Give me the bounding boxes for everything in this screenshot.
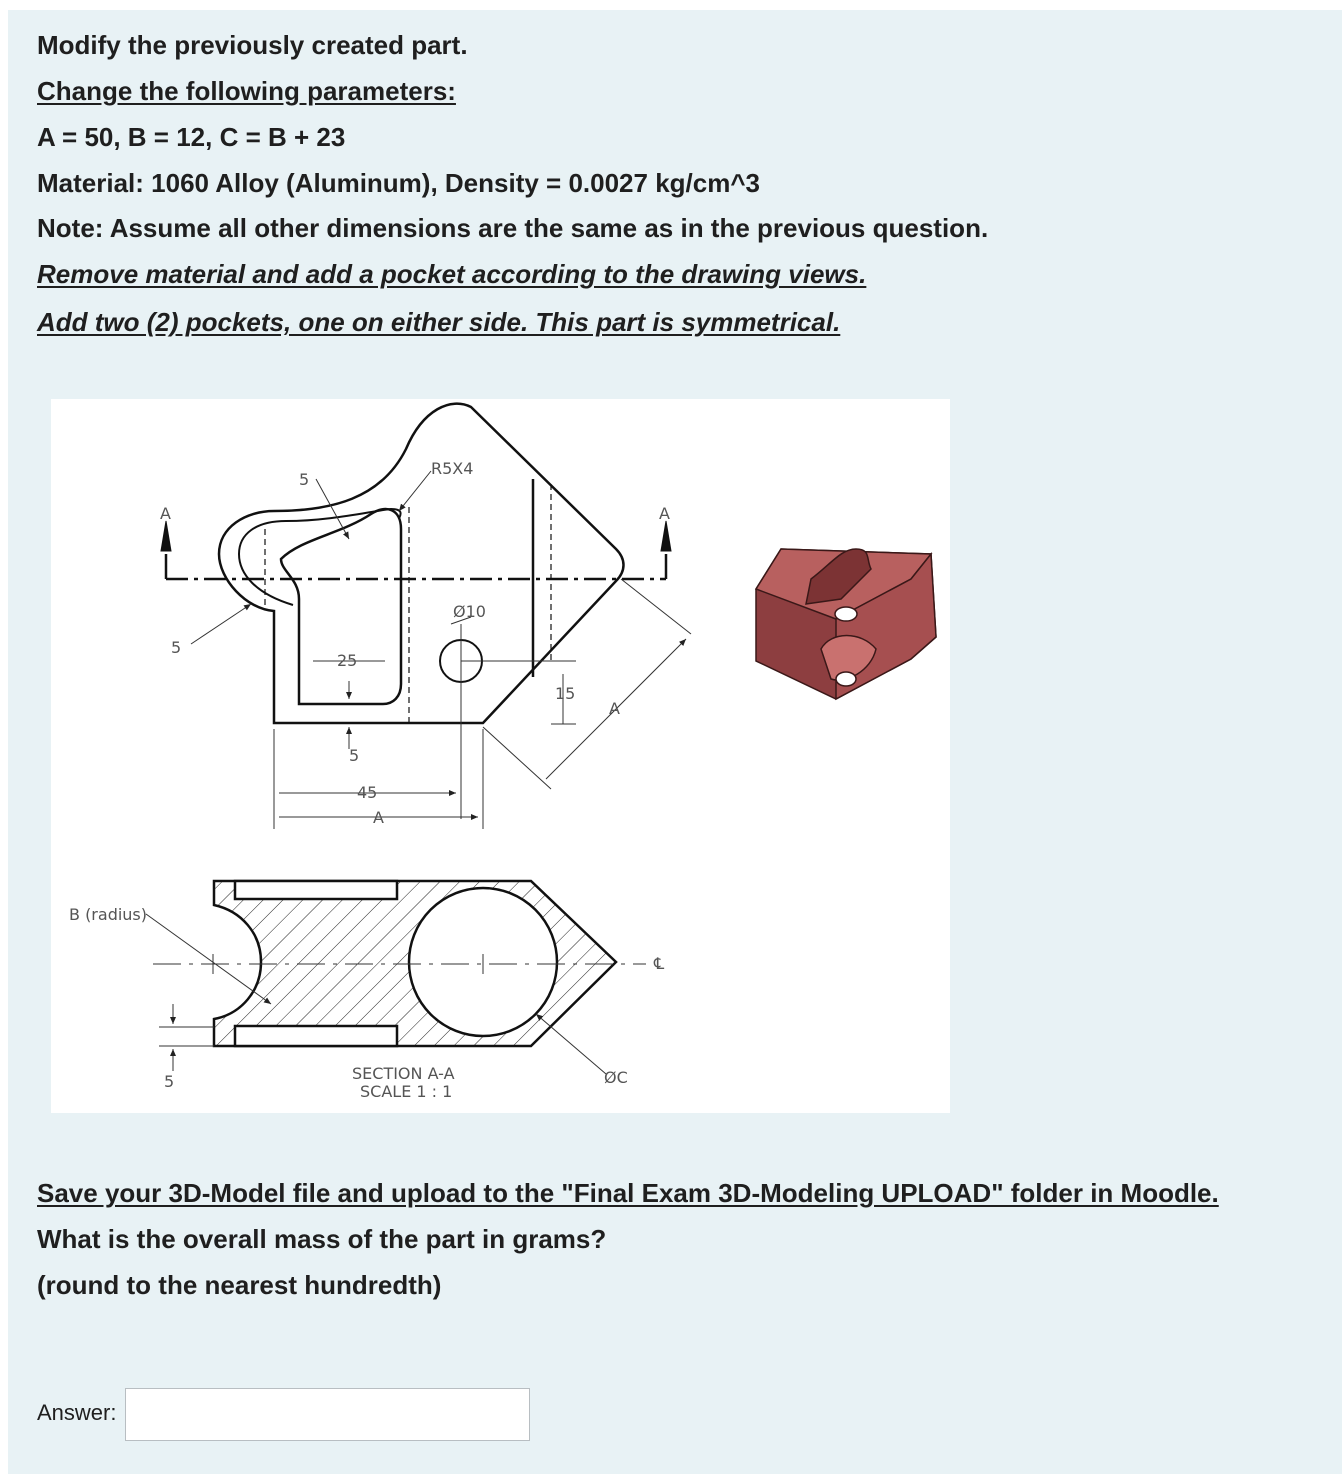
material-text: Material: 1060 Alloy (Aluminum), Density = 0.0027 kg/cm^3	[37, 168, 760, 198]
pockets-instruction: Add two (2) pockets, one on either side. This part is symmetrical.	[37, 307, 841, 337]
dim-5-section: 5	[164, 1072, 175, 1091]
section-title: SECTION A-A	[352, 1064, 455, 1083]
part-3d-render	[756, 549, 936, 699]
dim-5-top: 5	[299, 470, 310, 489]
dim-r5x4: R5X4	[431, 459, 474, 478]
dim-5-left: 5	[171, 638, 182, 657]
pocket-outline	[281, 509, 401, 704]
section-scale: SCALE 1 : 1	[360, 1082, 453, 1101]
save-instruction: Save your 3D-Model file and upload to the "Final Exam 3D-Modeling UPLOAD" folder in Moodle.	[37, 1178, 1219, 1208]
dim-diam10: Ø10	[453, 602, 486, 621]
dim-a-diag: A	[609, 699, 620, 718]
dim-b-radius: B (radius)	[69, 905, 148, 924]
dim-diam-c: ØC	[604, 1068, 628, 1087]
params-heading: Change the following parameters:	[37, 76, 456, 106]
dim-45: 45	[357, 783, 378, 802]
answer-label: Answer:	[37, 1400, 117, 1425]
dim-5-bottom: 5	[349, 746, 360, 765]
dim-a-bottom: A	[373, 808, 384, 827]
mass-question: What is the overall mass of the part in grams?	[37, 1224, 607, 1254]
centerline-symbol: ℄	[654, 954, 665, 973]
rounding-note: (round to the nearest hundredth)	[37, 1270, 442, 1300]
intro-text: Modify the previously created part.	[37, 30, 468, 60]
section-marker-left: A	[160, 504, 171, 523]
section-line	[161, 521, 671, 579]
params-text: A = 50, B = 12, C = B + 23	[37, 122, 346, 152]
drawing-figure	[51, 399, 950, 1113]
note-text: Note: Assume all other dimensions are the same as in the previous question.	[37, 213, 989, 243]
remove-instruction: Remove material and add a pocket according to the drawing views.	[37, 259, 867, 289]
answer-input[interactable]	[125, 1388, 530, 1441]
section-marker-right: A	[659, 504, 670, 523]
dim-15: 15	[555, 684, 576, 703]
dim-25: 25	[337, 651, 358, 670]
